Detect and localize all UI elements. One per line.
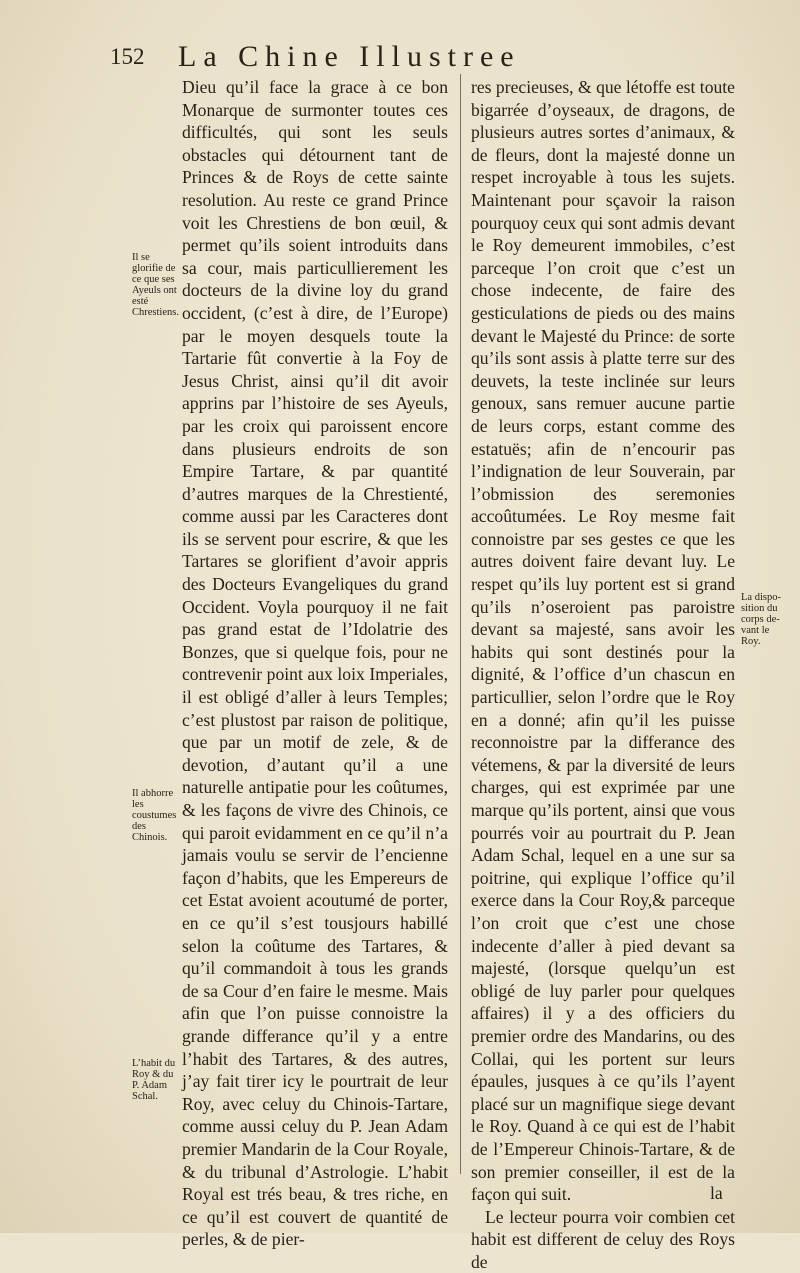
- margin-note: La dispo-sition du corps de-vant le Roy.: [741, 592, 781, 647]
- left-column: [182, 76, 448, 1251]
- page-number: 152: [110, 44, 145, 69]
- paragraph: Le lecteur pourra voir combien cet habit est different de celuy des Roys de: [471, 1206, 735, 1272]
- margin-note: Il se glorifie de ce que ses Ayeuls ont esté Chrestiens.: [132, 252, 179, 318]
- paragraph: res precieuses, & que létoffe est toute bigarrée d’oyseaux, de dragons, de plusieurs autres sortes d’animaux, & de fleurs, dont la majesté donne un respet incroyable à tous les sujets. Maintenant pour sçavoir la raison pourquoy ceux qui sont admis devant le Roy demeurent immobiles, c’est parceque l’on croit que c’est un chose indecente, de faire des gesticulations de pieds ou des mains devant le Majesté du Prince: de sorte qu’ils sont assis à platte terre sur des deuvets, la teste inclinée sur leurs genoux, sans remuer aucune partie de leurs corps, estant comme des estatuës; afin de n’encourir pas l’indignation de leur Souverain, par l’obmission des seremonies accoûtumées. Le Roy mesme fait connoistre par ses gestes ce que les autres doivent faire devant luy. Le respet qu’ils luy portent est si grand qu’ils n’oseroient pas paroistre devant sa majesté, sans avoir les habits qui sont destinés pour la dignité, & l’office d’un chascun en particullier, selon l’ordre que le Roy en a donné; afin qu’il les puisse reconnoistre par la differance des vétemens, & par la diversité de leurs charges, qui est exprimée par une marque qu’ils portent, ainsi que vous pourrés voir au pourtrait du P. Jean Adam Schal, lequel en a une sur sa poitrine, qui explique l’office qu’il exerce dans la Cour Roy,& parceque l’on croit que c’est une chose indecente d’aller à pied devant sa majesté, (lorsque quelqu’un est obligé de luy parler pour quelques affaires) il y a des officiers du premier ordre des Mandarins, ou des Collai, qui les portent sur leurs épaules, jusques à ce qu’ils l’ayent placé sur un magnifique siege devant le Roy. Quand à ce qui est de l’habit de l’Empereur Chinois-Tartare, & de son premier conseiller, il est de la façon qui suit.: [471, 77, 735, 1205]
- column-rule: [460, 74, 461, 1174]
- margin-note: Il abhorre les coustumes des Chinois.: [132, 788, 177, 843]
- margin-note: L’habit du Roy & du P. Adam Schal.: [132, 1058, 176, 1102]
- running-title: La Chine Illustree: [178, 40, 521, 73]
- paragraph: Dieu qu’il face la grace à ce bon Monarque de surmonter toutes ces difficultés, qui sont les seuls obstacles qui détournent tant de Princes & de Roys de cette sainte resolution. Au reste ce grand Prince voit les Chrestiens de bon œuil, & permet qu’ils soient introduits dans sa cour, mais particullierement les docteurs de la divine loy du grand occident, (c’est à dire, de l’Europe) par le moyen desquels toute la Tartarie fût convertie à la Foy de Jesus Christ, ainsi qu’il dit avoir apprins par l’histoire de ses Ayeuls, par les croix qui paroissent encore dans plusieurs endroits de son Empire Tartare, & par quantité d’autres marques de la Chrestienté, comme aussi par les Caracteres dont ils se servent pour escrire, & que les Tartares se glorifient d’avoir appris des Docteurs Evangeliques du grand Occident. Voyla pourquoy il ne fait pas grand estat de l’Idolatrie des Bonzes, que si quelque fois, pour ne contrevenir point aux loix Imperiales, il est obligé d’aller à leurs Temples; c’est plustost par raison de politique, que par un motif de zele, & de devotion, d’autant qu’il a une naturelle antipatie pour les coûtumes, & les façons de vivre des Chinois, ce qui paroit evidamment en ce qu’il n’a jamais voulu se servir de l’encienne façon d’habits, que les Empereurs de cet Estat avoient acoutumé de porter, en ce qu’il s’est tousjours habillé selon la coûtume des Tartares, & qu’il commandoit à tous les grands de sa Cour d’en faire le mesme. Mais afin que l’on puisse connoistre la grande differance qu’il y a entre l’habit des Tartares, & des autres, j’ay fait tirer icy le pourtrait de leur Roy, avec celuy du Chinois-Tartare, comme aussi celuy du P. Jean Adam premier Mandarin de la Cour Royale, & du tribunal d’Astrologie. L’habit Royal est trés beau, & tres riche, en ce qu’il est couvert de quantité de perles, & de pier-: [182, 77, 448, 1250]
- right-column: [471, 76, 735, 1273]
- catchword: la: [710, 1183, 723, 1203]
